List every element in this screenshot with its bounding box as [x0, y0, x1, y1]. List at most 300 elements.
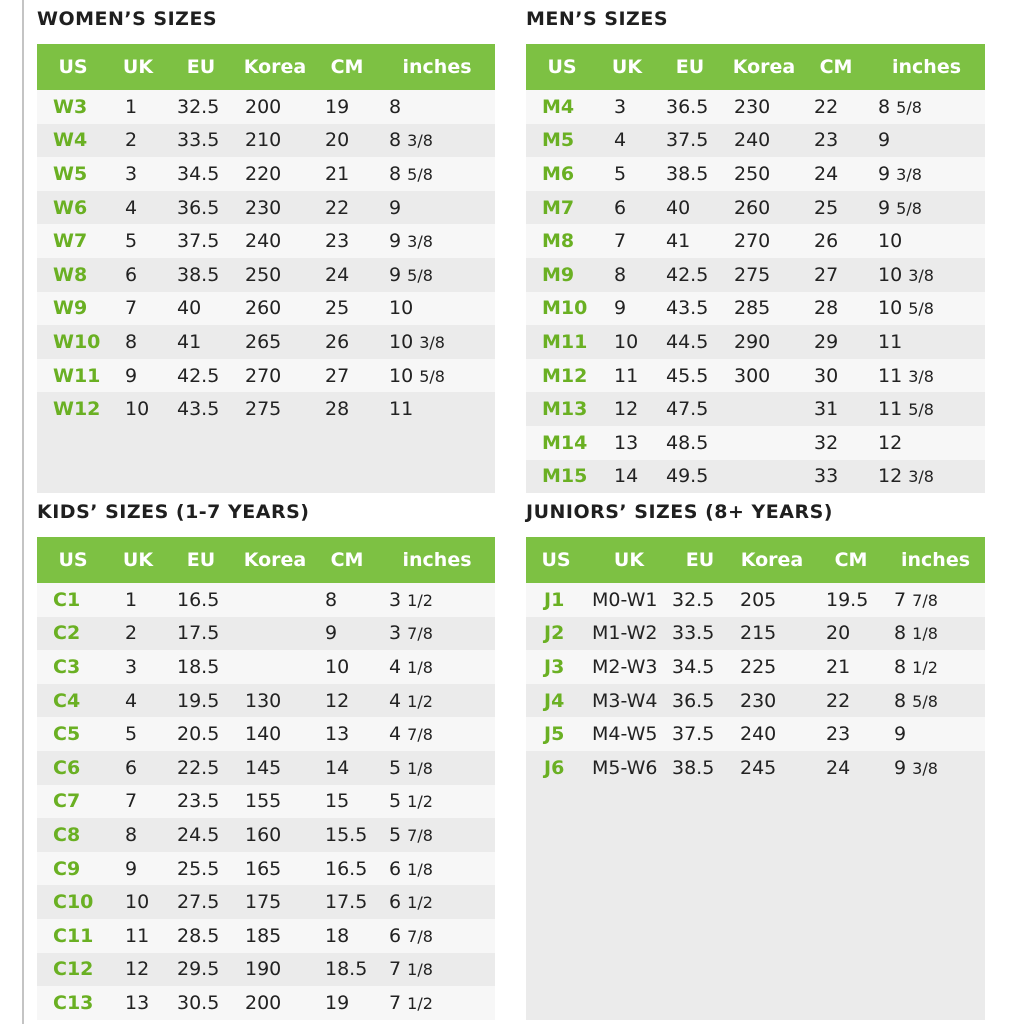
column-header-eu: EU	[685, 549, 715, 571]
cell-korea: 230	[740, 689, 777, 712]
cell-us: M4	[542, 95, 575, 118]
cell-us: J1	[544, 588, 565, 611]
column-header-inches: inches	[900, 549, 971, 571]
cell-uk: 3	[125, 162, 138, 185]
column-header-inches: inches	[891, 56, 962, 78]
column-header-korea: Korea	[740, 549, 804, 571]
cell-us: M7	[542, 196, 575, 219]
table-row	[37, 885, 495, 919]
cell-inches: 5 1/2	[389, 790, 433, 813]
cell-us: M9	[542, 263, 575, 286]
cell-cm: 24	[826, 756, 851, 779]
cell-us: M13	[542, 398, 588, 421]
table-header-row	[526, 537, 985, 583]
cell-cm: 23	[325, 230, 350, 253]
cell-uk: 11	[614, 364, 639, 387]
cell-inches: 8 5/8	[389, 162, 433, 185]
cell-korea: 265	[245, 330, 282, 353]
cell-us: W11	[53, 364, 101, 387]
cell-inches: 11	[389, 398, 414, 421]
cell-eu: 40	[666, 196, 691, 219]
cell-uk: 9	[125, 857, 138, 880]
cell-inches: 3 1/2	[389, 588, 433, 611]
cell-cm: 29	[814, 330, 839, 353]
cell-eu: 49.5	[666, 465, 709, 488]
column-header-us: US	[547, 56, 577, 78]
cell-uk: 12	[125, 958, 150, 981]
cell-eu: 41	[177, 330, 202, 353]
table-row	[37, 684, 495, 718]
cell-korea: 275	[245, 398, 282, 421]
cell-uk: 2	[125, 622, 138, 645]
cell-inches: 9	[389, 196, 402, 219]
cell-cm: 18	[325, 924, 350, 947]
table-row	[526, 258, 985, 292]
cell-uk: 10	[125, 398, 150, 421]
table-header-row	[526, 44, 985, 90]
table-row	[37, 392, 495, 426]
cell-inches: 5 7/8	[389, 823, 433, 846]
cell-cm: 15	[325, 790, 350, 813]
cell-eu: 30.5	[177, 991, 220, 1014]
cell-uk: M1-W2	[592, 622, 658, 645]
cell-korea: 165	[245, 857, 282, 880]
cell-cm: 22	[814, 95, 839, 118]
cell-eu: 38.5	[177, 263, 220, 286]
cell-uk: 6	[125, 756, 138, 779]
cell-us: C10	[53, 891, 94, 914]
page-divider-line	[22, 0, 24, 1024]
cell-us: J5	[544, 723, 565, 746]
cell-eu: 33.5	[177, 129, 220, 152]
cell-us: W7	[53, 230, 88, 253]
juniors-size-table	[526, 537, 985, 1020]
cell-korea: 230	[734, 95, 771, 118]
cell-us: C11	[53, 924, 94, 947]
table-row	[37, 258, 495, 292]
cell-cm: 32	[814, 431, 839, 454]
cell-eu: 17.5	[177, 622, 220, 645]
cell-cm: 21	[325, 162, 350, 185]
table-row	[37, 157, 495, 191]
cell-cm: 19.5	[826, 588, 869, 611]
table-row	[526, 191, 985, 225]
cell-cm: 23	[814, 129, 839, 152]
cell-cm: 27	[325, 364, 350, 387]
table-row	[37, 90, 495, 124]
cell-us: W6	[53, 196, 88, 219]
cell-us: W3	[53, 95, 88, 118]
cell-us: M6	[542, 162, 575, 185]
cell-eu: 36.5	[672, 689, 715, 712]
table-row	[37, 852, 495, 886]
table-row	[526, 426, 985, 460]
cell-uk: M0-W1	[592, 588, 658, 611]
column-header-eu: EU	[186, 56, 216, 78]
cell-uk: 12	[614, 398, 639, 421]
cell-inches: 8 3/8	[389, 129, 433, 152]
column-header-inches: inches	[402, 56, 472, 78]
cell-inches: 7 1/2	[389, 991, 433, 1014]
empty-row	[526, 919, 985, 953]
cell-eu: 34.5	[177, 162, 220, 185]
cell-korea: 130	[245, 689, 282, 712]
cell-inches: 9	[878, 129, 891, 152]
cell-eu: 47.5	[666, 398, 709, 421]
table-header-row	[37, 44, 495, 90]
cell-us: J6	[544, 756, 565, 779]
cell-inches: 8	[389, 95, 402, 118]
cell-us: W4	[53, 129, 88, 152]
column-header-eu: EU	[186, 549, 216, 571]
table-row	[37, 325, 495, 359]
cell-us: C9	[53, 857, 81, 880]
section-title: WOMEN’S SIZES	[37, 8, 218, 30]
cell-inches: 4 1/8	[389, 655, 433, 678]
mens-sizes-section	[526, 6, 985, 493]
cell-korea: 215	[740, 622, 777, 645]
cell-korea: 260	[245, 297, 282, 320]
cell-us: W9	[53, 297, 88, 320]
cell-uk: 7	[125, 297, 138, 320]
cell-uk: 10	[125, 891, 150, 914]
cell-uk: 3	[125, 655, 138, 678]
cell-cm: 24	[325, 263, 350, 286]
cell-uk: 9	[614, 297, 627, 320]
cell-uk: 5	[125, 723, 138, 746]
cell-eu: 27.5	[177, 891, 220, 914]
cell-us: J4	[544, 689, 565, 712]
cell-uk: 1	[125, 95, 138, 118]
cell-inches: 3 7/8	[389, 622, 433, 645]
empty-row	[526, 852, 985, 886]
cell-korea: 230	[245, 196, 282, 219]
cell-us: M12	[542, 364, 588, 387]
cell-us: W8	[53, 263, 88, 286]
cell-inches: 10 5/8	[878, 297, 934, 320]
section-title: MEN’S SIZES	[526, 8, 668, 30]
cell-korea: 225	[740, 655, 777, 678]
cell-uk: 10	[614, 330, 639, 353]
column-header-cm: CM	[834, 549, 868, 571]
table-row	[37, 617, 495, 651]
table-row	[526, 359, 985, 393]
cell-uk: 8	[125, 330, 138, 353]
cell-eu: 38.5	[672, 756, 715, 779]
cell-uk: 4	[125, 689, 138, 712]
table-row	[37, 124, 495, 158]
cell-korea: 155	[245, 790, 282, 813]
cell-korea: 260	[734, 196, 771, 219]
table-row	[526, 583, 985, 617]
cell-korea: 200	[245, 95, 282, 118]
cell-cm: 10	[325, 655, 350, 678]
cell-uk: 13	[614, 431, 639, 454]
cell-cm: 27	[814, 263, 839, 286]
empty-row	[526, 986, 985, 1020]
cell-korea: 250	[734, 162, 771, 185]
cell-korea: 190	[245, 958, 282, 981]
section-title: JUNIORS’ SIZES (8+ YEARS)	[526, 501, 833, 523]
column-header-cm: CM	[330, 549, 364, 571]
cell-cm: 24	[814, 162, 839, 185]
cell-cm: 26	[325, 330, 350, 353]
cell-cm: 30	[814, 364, 839, 387]
cell-cm: 26	[814, 230, 839, 253]
cell-eu: 32.5	[672, 588, 715, 611]
table-row	[37, 224, 495, 258]
cell-inches: 4 7/8	[389, 723, 433, 746]
cell-inches: 5 1/8	[389, 756, 433, 779]
table-row	[526, 650, 985, 684]
table-row	[37, 818, 495, 852]
cell-inches: 11 5/8	[878, 398, 934, 421]
cell-cm: 16.5	[325, 857, 368, 880]
table-row	[526, 751, 985, 785]
cell-eu: 43.5	[177, 398, 220, 421]
table-header-row	[37, 537, 495, 583]
cell-uk: M2-W3	[592, 655, 658, 678]
cell-eu: 44.5	[666, 330, 709, 353]
cell-uk: 7	[125, 790, 138, 813]
table-row	[526, 684, 985, 718]
cell-cm: 28	[325, 398, 350, 421]
cell-inches: 6 7/8	[389, 924, 433, 947]
empty-row	[526, 785, 985, 819]
cell-inches: 9 5/8	[878, 196, 922, 219]
cell-us: M11	[542, 330, 588, 353]
womens-size-table	[37, 44, 495, 493]
cell-korea: 145	[245, 756, 282, 779]
cell-eu: 37.5	[666, 129, 709, 152]
cell-eu: 23.5	[177, 790, 220, 813]
cell-korea: 200	[245, 991, 282, 1014]
cell-us: C2	[53, 622, 81, 645]
cell-inches: 11	[878, 330, 903, 353]
cell-eu: 36.5	[177, 196, 220, 219]
cell-inches: 9 5/8	[389, 263, 433, 286]
cell-uk: 4	[614, 129, 627, 152]
cell-eu: 24.5	[177, 823, 220, 846]
cell-cm: 19	[325, 95, 350, 118]
cell-cm: 9	[325, 622, 338, 645]
section-title: KIDS’ SIZES (1-7 YEARS)	[37, 501, 310, 523]
kids-sizes-section	[37, 499, 495, 1020]
cell-uk: 6	[614, 196, 627, 219]
cell-cm: 33	[814, 465, 839, 488]
cell-cm: 13	[325, 723, 350, 746]
column-header-korea: Korea	[243, 549, 307, 571]
column-header-inches: inches	[402, 549, 472, 571]
cell-inches: 8 1/2	[894, 655, 938, 678]
table-row	[37, 953, 495, 987]
cell-inches: 6 1/2	[389, 891, 433, 914]
cell-uk: M3-W4	[592, 689, 658, 712]
cell-cm: 23	[826, 723, 851, 746]
cell-us: C8	[53, 823, 81, 846]
cell-us: C7	[53, 790, 81, 813]
cell-eu: 43.5	[666, 297, 709, 320]
table-row	[526, 124, 985, 158]
cell-uk: 2	[125, 129, 138, 152]
cell-eu: 42.5	[177, 364, 220, 387]
cell-eu: 25.5	[177, 857, 220, 880]
empty-row	[526, 953, 985, 987]
cell-eu: 16.5	[177, 588, 220, 611]
cell-cm: 14	[325, 756, 350, 779]
cell-korea: 175	[245, 891, 282, 914]
cell-inches: 9 3/8	[894, 756, 938, 779]
cell-uk: 5	[125, 230, 138, 253]
empty-row	[37, 426, 495, 460]
cell-inches: 6 1/8	[389, 857, 433, 880]
cell-cm: 15.5	[325, 823, 368, 846]
cell-eu: 37.5	[177, 230, 220, 253]
cell-us: C13	[53, 991, 94, 1014]
table-row	[37, 986, 495, 1020]
table-row	[37, 919, 495, 953]
cell-eu: 22.5	[177, 756, 220, 779]
cell-inches: 10 3/8	[878, 263, 934, 286]
column-header-uk: UK	[122, 549, 154, 571]
cell-us: M10	[542, 297, 588, 320]
mens-size-table	[526, 44, 985, 493]
cell-korea: 275	[734, 263, 771, 286]
cell-inches: 7 7/8	[894, 588, 938, 611]
cell-cm: 18.5	[325, 958, 368, 981]
cell-cm: 21	[826, 655, 851, 678]
cell-uk: 11	[125, 924, 150, 947]
cell-eu: 37.5	[672, 723, 715, 746]
table-row	[526, 325, 985, 359]
cell-cm: 20	[826, 622, 851, 645]
table-row	[526, 292, 985, 326]
cell-inches: 10 3/8	[389, 330, 445, 353]
cell-us: C4	[53, 689, 81, 712]
cell-korea: 285	[734, 297, 771, 320]
cell-us: J3	[544, 655, 565, 678]
cell-korea: 250	[245, 263, 282, 286]
table-row	[37, 191, 495, 225]
cell-eu: 45.5	[666, 364, 709, 387]
cell-inches: 10	[878, 230, 903, 253]
cell-korea: 205	[740, 588, 777, 611]
cell-uk: 9	[125, 364, 138, 387]
column-header-eu: EU	[675, 56, 705, 78]
table-row	[37, 583, 495, 617]
cell-uk: M4-W5	[592, 723, 658, 746]
cell-cm: 22	[826, 689, 851, 712]
table-row	[526, 717, 985, 751]
cell-eu: 34.5	[672, 655, 715, 678]
cell-cm: 17.5	[325, 891, 368, 914]
cell-eu: 28.5	[177, 924, 220, 947]
cell-cm: 12	[325, 689, 350, 712]
cell-uk: 5	[614, 162, 627, 185]
cell-eu: 20.5	[177, 723, 220, 746]
column-header-uk: UK	[122, 56, 154, 78]
cell-us: J2	[544, 622, 565, 645]
cell-us: C5	[53, 723, 81, 746]
column-header-korea: Korea	[243, 56, 307, 78]
cell-korea: 160	[245, 823, 282, 846]
cell-eu: 32.5	[177, 95, 220, 118]
cell-cm: 22	[325, 196, 350, 219]
column-header-korea: Korea	[732, 56, 796, 78]
column-header-cm: CM	[330, 56, 364, 78]
cell-us: C3	[53, 655, 81, 678]
cell-korea: 245	[740, 756, 777, 779]
column-header-us: US	[58, 549, 88, 571]
cell-korea: 210	[245, 129, 282, 152]
cell-eu: 40	[177, 297, 202, 320]
cell-korea: 220	[245, 162, 282, 185]
cell-inches: 8 1/8	[894, 622, 938, 645]
column-header-us: US	[58, 56, 88, 78]
cell-uk: 6	[125, 263, 138, 286]
womens-sizes-section	[37, 6, 495, 493]
cell-korea: 140	[245, 723, 282, 746]
cell-cm: 25	[325, 297, 350, 320]
cell-cm: 31	[814, 398, 839, 421]
cell-cm: 20	[325, 129, 350, 152]
empty-row	[526, 885, 985, 919]
table-row	[37, 751, 495, 785]
cell-korea: 240	[734, 129, 771, 152]
cell-inches: 8 5/8	[894, 689, 938, 712]
cell-us: C12	[53, 958, 94, 981]
cell-cm: 8	[325, 588, 338, 611]
cell-korea: 240	[245, 230, 282, 253]
cell-cm: 19	[325, 991, 350, 1014]
kids-size-table	[37, 537, 495, 1020]
column-header-uk: UK	[613, 549, 645, 571]
empty-row	[37, 460, 495, 494]
table-row	[526, 460, 985, 494]
cell-korea: 270	[734, 230, 771, 253]
cell-cm: 25	[814, 196, 839, 219]
cell-inches: 7 1/8	[389, 958, 433, 981]
cell-us: M14	[542, 431, 588, 454]
cell-inches: 10	[389, 297, 414, 320]
cell-korea: 240	[740, 723, 777, 746]
cell-inches: 9 3/8	[878, 162, 922, 185]
cell-inches: 9 3/8	[389, 230, 433, 253]
cell-korea: 300	[734, 364, 771, 387]
cell-us: M8	[542, 230, 575, 253]
cell-inches: 12 3/8	[878, 465, 934, 488]
cell-korea: 185	[245, 924, 282, 947]
cell-eu: 18.5	[177, 655, 220, 678]
cell-us: W10	[53, 330, 101, 353]
cell-eu: 38.5	[666, 162, 709, 185]
cell-eu: 42.5	[666, 263, 709, 286]
cell-inches: 11 3/8	[878, 364, 934, 387]
cell-us: C1	[53, 588, 81, 611]
table-row	[37, 650, 495, 684]
column-header-cm: CM	[819, 56, 853, 78]
cell-eu: 41	[666, 230, 691, 253]
cell-uk: M5-W6	[592, 756, 658, 779]
cell-uk: 8	[125, 823, 138, 846]
table-row	[37, 359, 495, 393]
table-row	[37, 292, 495, 326]
column-header-us: US	[541, 549, 571, 571]
cell-inches: 8 5/8	[878, 95, 922, 118]
cell-cm: 28	[814, 297, 839, 320]
cell-inches: 10 5/8	[389, 364, 445, 387]
juniors-sizes-section	[526, 499, 985, 1020]
